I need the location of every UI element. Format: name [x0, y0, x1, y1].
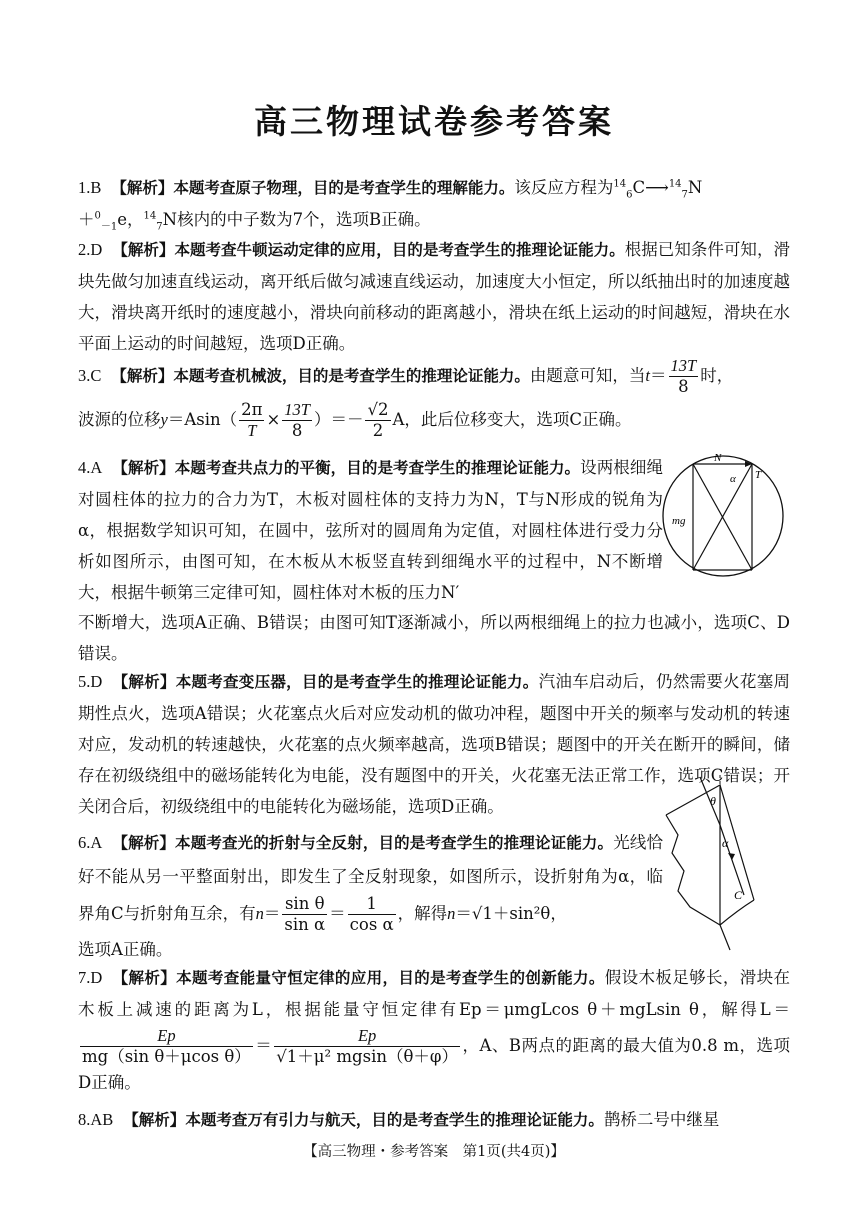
fraction: $\frac{13T}{8}$ [670, 356, 697, 396]
text-span: ＝ [263, 904, 281, 923]
analysis-tag: 【解析】 [112, 969, 177, 987]
text-span: 由题意可知，当 [529, 366, 646, 385]
element-symbol: N [687, 178, 703, 197]
text-span: ， [550, 904, 567, 923]
fraction: $\frac{1}{\text{cos α}}$ [349, 894, 394, 934]
question-number: 7. [78, 968, 91, 987]
ray-arrow-icon [728, 853, 735, 860]
question-1 [78, 172, 790, 235]
text-span: ，解得 [397, 904, 448, 923]
text-span: ＝ [650, 366, 667, 385]
math-var: n [447, 904, 456, 923]
math-var: n [255, 904, 264, 923]
atomic-number: －1 [100, 221, 118, 233]
label-alpha: α [730, 473, 736, 485]
analysis-body: ，A、B两点的距离的最大值为0.8 m，选项D正确。 [78, 1036, 790, 1092]
analysis-lead: 本题考查变压器，目的是考查学生的推理论证能力。 [175, 673, 539, 691]
mass-number: 0 [94, 210, 101, 222]
analysis-lead: 本题考查共点力的平衡，目的是考查学生的推理论证能力。 [174, 459, 581, 477]
analysis-tag: 【解析】 [112, 459, 175, 477]
question-4 [78, 452, 663, 608]
analysis-tag: 【解析】 [112, 673, 176, 691]
analysis-body: 不断增大，选项A正确、B错误；由图可知T逐渐减小，所以两根细绳上的拉力也减小，选项C、D错误。 [78, 613, 790, 663]
analysis-tag: 【解析】 [111, 367, 174, 385]
question-6 [78, 826, 663, 935]
answer-choice: B [90, 178, 102, 197]
analysis-body: 根据已知条件可知，滑块先做匀加速直线运动，离开纸后做匀减速直线运动，加速度大小恒定，所以纸抽出时的加速度越大，滑块离开纸时的速度越小，滑块向前移动的距离越小，滑块在纸上运动的时间越短，滑块在水平面上运动的时间越短，选项D正确。 [78, 240, 790, 353]
analysis-body: 光线恰好不能从另一平整面射出，即发生了全反射现象，如图所示，设折射角为α，临界角C与折射角互余，有 [78, 833, 663, 923]
text-span: 时， [700, 366, 734, 385]
text-span: ＝ [455, 904, 472, 923]
analysis-body: 假设木板足够长，滑块在木板上减速的距离为L，根据能量守恒定律有Ep＝μmgLcos θ＋mgLsin θ，解得L＝ [78, 968, 790, 1019]
mass-number: 14 [613, 178, 627, 190]
text-span: N核内的中子数为7个，选项B正确。 [162, 210, 431, 229]
analysis-body: 设两根细绳对圆柱体的拉力的合力为T，木板对圆柱体的支持力为N，T与N形成的锐角为α，根据数学知识可知，在圆中，弦所对的圆周角为定值，对圆柱体进行受力分析如图所示，由图可知，在木板从木板竖直转到细绳水平的过程中，N不断增大，根据牛顿第三定律可知，圆柱体对木板的压力N′ [78, 458, 663, 602]
label-n: N [714, 452, 722, 464]
question-3 [78, 354, 790, 442]
atomic-number: 6 [626, 189, 633, 201]
text-span: ＝ [329, 904, 346, 923]
fraction: $\frac{\text{sin θ}}{\text{sin α}}$ [284, 894, 326, 934]
question-number: 1. [78, 178, 91, 197]
text-span: ＝Asin（ [167, 410, 238, 429]
text-span: 该反应方程为 [514, 178, 614, 197]
mass-number: 14 [143, 210, 157, 222]
analysis-tag: 【解析】 [112, 834, 176, 852]
fraction: $\frac{13T}{8}$ [284, 400, 310, 440]
text-span: ）＝－ [313, 410, 364, 429]
analysis-lead: 本题考查光的折射与全反射，目的是考查学生的推理论证能力。 [175, 834, 614, 852]
analysis-tag: 【解析】 [111, 179, 174, 197]
question-number: 2. [78, 240, 91, 259]
fraction: $\frac{2\pi}{T}$ [241, 400, 263, 440]
question-2 [78, 234, 790, 359]
analysis-lead: 本题考查机械波，目的是考查学生的推理论证能力。 [173, 367, 530, 385]
page-footer: 【高三物理・参考答案 第1页(共4页)】 [303, 1144, 565, 1160]
question-number: 4. [78, 458, 91, 477]
text-span: e， [117, 210, 144, 229]
math-result: √1＋sin²θ [471, 904, 551, 923]
answer-choice: D [90, 672, 103, 691]
answer-choice: AB [90, 1110, 114, 1129]
answer-choice: D [90, 968, 103, 987]
analysis-lead: 本题考查牛顿运动定律的应用，目的是考查学生的推理论证能力。 [174, 241, 625, 259]
prism-base [720, 900, 754, 925]
answer-choice: A [90, 458, 103, 477]
question-8 [78, 1104, 790, 1136]
element-symbol: C [632, 178, 646, 197]
label-mg: mg [672, 515, 686, 527]
label-theta: θ [710, 794, 716, 808]
fraction: $\frac{√2}{2}$ [367, 400, 389, 440]
analysis-tag: 【解析】 [123, 1111, 186, 1129]
question-4-continued [78, 607, 790, 669]
question-number: 8. [78, 1110, 91, 1129]
answer-choice: D [90, 240, 103, 259]
math-var: y [160, 410, 168, 429]
text-span: 波源的位移 [78, 410, 161, 429]
label-c: C [734, 888, 743, 902]
mass-number: 14 [668, 178, 682, 190]
atomic-number: 7 [681, 189, 688, 201]
reaction-arrow-icon: ⟶ [645, 178, 669, 197]
fraction: $\frac{Ep}{\text{√1＋μ² mgsin（θ＋φ）}}$ [276, 1026, 458, 1066]
answer-choice: A [90, 833, 103, 852]
analysis-tag: 【解析】 [112, 241, 175, 259]
analysis-body: 鹊桥二号中继星 [603, 1110, 720, 1129]
text-span: A，此后位移变大，选项C正确。 [392, 410, 632, 429]
question-number: 6. [78, 833, 91, 852]
analysis-lead: 本题考查能量守恒定律的应用，目的是考查学生的创新能力。 [176, 969, 605, 987]
answer-choice: C [90, 366, 102, 385]
refraction-prism-diagram [662, 775, 786, 955]
force-circle-diagram [660, 452, 786, 580]
question-7 [78, 962, 790, 1099]
label-t: T [755, 469, 762, 481]
text-span: ＋ [78, 210, 95, 229]
page-title: 高三物理试卷参考答案 [254, 102, 614, 141]
fraction: $\frac{Ep}{\text{mg（sin θ＋μcos θ）}}$ [82, 1026, 251, 1066]
analysis-body: 汽油车启动后，仍然需要火花塞周期性点火，选项A错误；火花塞点火后对应发动机的做功冲程，题图中开关的频率与发动机的转速对应，发动机的转速越快，火花塞的点火频率越高，选项B错误；题图中的开关在断开的瞬间，储存在初级绕组中的磁场能转化为电能，没有题图中的开关，火花塞无法正常工作，选项C错误；开关闭合后，初级绕组中的电能转化为磁场能，选项D正确。 [78, 672, 790, 816]
analysis-lead: 本题考查原子物理，目的是考查学生的理解能力。 [173, 179, 515, 197]
math-var: t [645, 366, 651, 385]
analysis-body: 选项A正确。 [78, 940, 173, 959]
analysis-lead: 本题考查万有引力与航天，目的是考查学生的推理论证能力。 [185, 1111, 604, 1129]
question-number: 3. [78, 366, 91, 385]
label-alpha: α [722, 836, 729, 850]
atomic-number: 7 [156, 221, 163, 233]
text-span: × [266, 410, 281, 429]
question-number: 5. [78, 672, 91, 691]
text-span: ＝ [254, 1036, 273, 1055]
